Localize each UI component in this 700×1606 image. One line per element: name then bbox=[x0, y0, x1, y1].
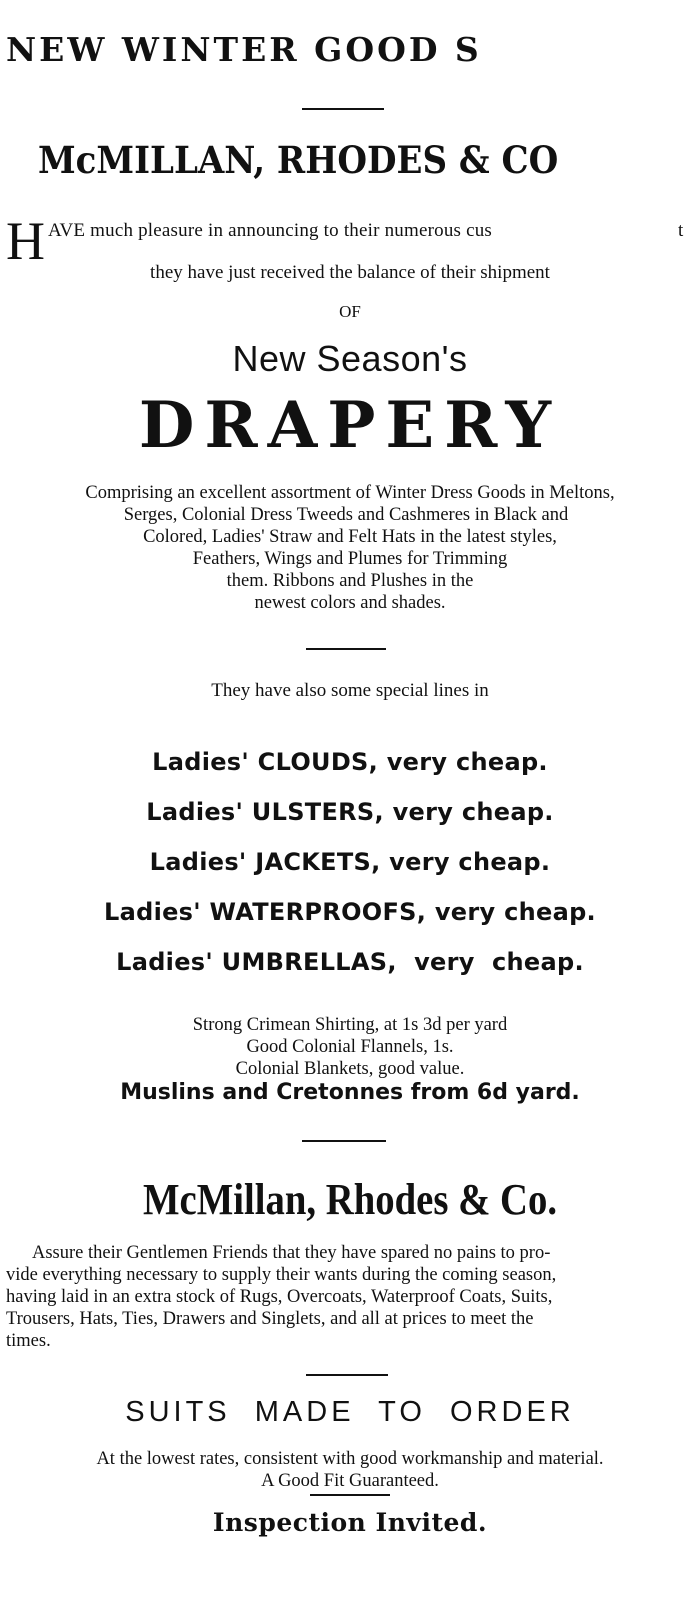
goods-line: Strong Crimean Shirting, at 1s 3d per yard bbox=[192, 1015, 508, 1035]
special-lines-intro: They have also some special lines in bbox=[211, 680, 489, 701]
intro-line-1-tail: t bbox=[678, 220, 684, 241]
drop-cap: H bbox=[6, 211, 45, 271]
cheap-line-waterproofs: Ladies' WATERPROOFS, very cheap. bbox=[104, 898, 596, 926]
intro-line-2: they have just received the balance of their shipment bbox=[150, 262, 550, 283]
firm-name-top: McMILLAN, RHODES & CO bbox=[38, 138, 559, 182]
lowest-line: At the lowest rates, consistent with good workmanship and material. bbox=[96, 1449, 604, 1469]
cheap-line-clouds: Ladies' CLOUDS, very cheap. bbox=[152, 748, 548, 776]
divider bbox=[302, 1140, 386, 1142]
goods-line: Good Colonial Flannels, 1s. bbox=[246, 1037, 454, 1057]
inspection-invited: Inspection Invited. bbox=[212, 1508, 488, 1537]
intro-line-1: AVE much pleasure in announcing to their numerous cus bbox=[48, 220, 492, 241]
divider bbox=[306, 1374, 388, 1376]
of-label: OF bbox=[339, 302, 361, 321]
description-paragraph bbox=[0, 482, 700, 614]
assure-line: having laid in an extra stock of Rugs, Overcoats, Waterproof Coats, Suits, bbox=[6, 1287, 553, 1307]
description-line: them. Ribbons and Plushes in the bbox=[226, 571, 474, 591]
assure-line: Trousers, Hats, Ties, Drawers and Singlets, and all at prices to meet the bbox=[6, 1309, 534, 1329]
description-line: newest colors and shades. bbox=[254, 593, 446, 613]
cheap-line-umbrellas: Ladies' UMBRELLAS, very cheap. bbox=[116, 948, 584, 976]
description-line: Comprising an excellent assortment of Winter Dress Goods in Meltons, bbox=[85, 483, 615, 503]
assure-paragraph bbox=[6, 1242, 692, 1352]
description-line: Feathers, Wings and Plumes for Trimming bbox=[192, 549, 508, 569]
goods-line: Colonial Blankets, good value. bbox=[235, 1059, 465, 1079]
assure-line: Assure their Gentlemen Friends that they have spared no pains to pro- bbox=[32, 1243, 551, 1263]
divider bbox=[302, 108, 384, 110]
assure-line: vide everything necessary to supply their wants during the coming season, bbox=[6, 1265, 557, 1285]
cheap-line-ulsters: Ladies' ULSTERS, very cheap. bbox=[146, 798, 554, 826]
muslins-line: Muslins and Cretonnes from 6d yard. bbox=[120, 1080, 580, 1105]
goods-list bbox=[0, 1014, 700, 1080]
firm-name-middle: McMillan, Rhodes & Co. bbox=[142, 1175, 558, 1224]
lowest-rates-paragraph bbox=[0, 1448, 700, 1492]
description-line: Serges, Colonial Dress Tweeds and Cashmeres in Black and bbox=[123, 505, 569, 525]
assure-line: times. bbox=[6, 1331, 51, 1351]
description-line: Colored, Ladies' Straw and Felt Hats in the latest styles, bbox=[143, 527, 557, 547]
divider bbox=[310, 1494, 390, 1496]
drapery-heading: DRAPERY bbox=[138, 388, 562, 463]
lowest-line: A Good Fit Guaranteed. bbox=[261, 1471, 439, 1491]
cheap-line-jackets: Ladies' JACKETS, very cheap. bbox=[149, 848, 551, 876]
suits-heading: SUITS MADE TO ORDER bbox=[125, 1396, 575, 1428]
season-heading: New Season's bbox=[232, 338, 468, 379]
divider bbox=[306, 648, 386, 650]
headline: NEW WINTER GOOD S bbox=[6, 30, 482, 69]
